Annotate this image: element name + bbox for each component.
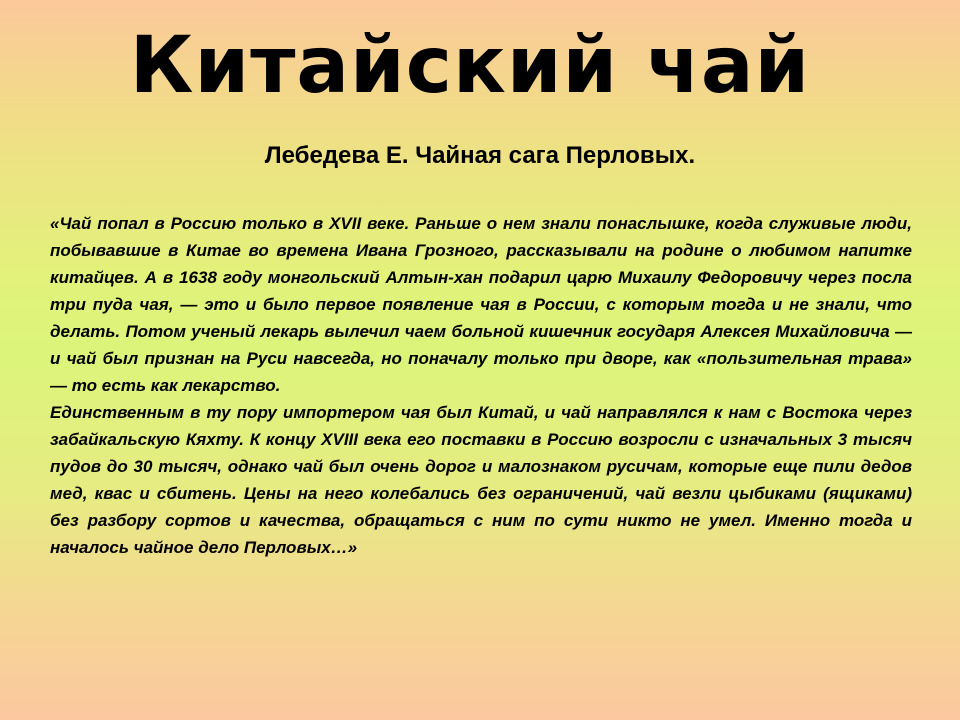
quote-body [50, 210, 912, 561]
source-citation: Лебедева Е. Чайная сага Перловых. [264, 142, 696, 169]
slide-title: Китайский чай [129, 21, 811, 111]
quote-paragraph-2: Единственным в ту пору импортером чая был Китай, и чай направлялся к нам с Востока через забайкальскую Кяхту. К концу XVIII века его поставки в Россию возросли с изначальных 3 тысяч пудов до 30 тысяч, однако чай был очень дорог и малознаком русичам, которые еще пили дедов мед, квас и сбитень. Цены на него колебались без ограничений, чай везли цыбиками (ящиками) без разбору сортов и качества, обращаться с ним по сути никто не умел. Именно тогда и началось чайное дело Перловых…» [50, 403, 912, 557]
quote-paragraph-1: «Чай попал в Россию только в XVII веке. Раньше о нем знали понаслышке, когда служивые люди, побывавшие в Китае во времена Ивана Грозного, рассказывали на родине о любимом напитке китайцев. А в 1638 году монгольский Алтын-хан подарил царю Михаилу Федоровичу через посла три пуда чая, — это и было первое появление чая в России, с которым тогда и не знали, что делать. Потом ученый лекарь вылечил чаем больной кишечник государя Алексея Михайловича — и чай был признан на Руси навсегда, но поначалу только при дворе, как «пользительная трава» — то есть как лекарство. [50, 214, 912, 395]
